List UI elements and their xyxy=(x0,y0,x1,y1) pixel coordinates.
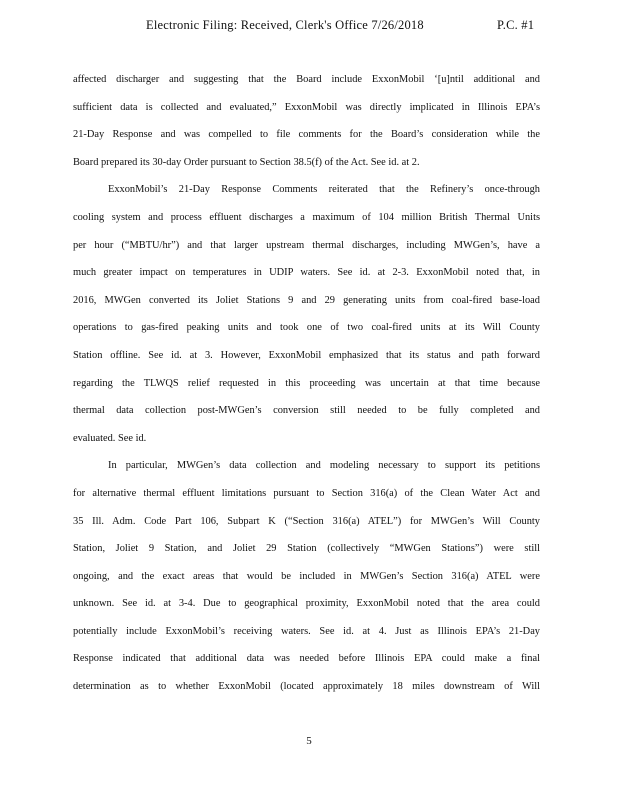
text-line: evaluated. See id. xyxy=(73,432,147,444)
text-line: per hour (“MBTU/hr”) and that larger upstream thermal discharges, including MWGen’s, have a xyxy=(73,239,540,251)
public-comment-number: P.C. #1 xyxy=(497,18,535,32)
text-line: In particular, MWGen’s data collection and modeling necessary to support its petitions xyxy=(108,460,540,472)
text-line: much greater impact on temperatures in UDIP waters. See id. at 2-3. ExxonMobil noted that, in xyxy=(73,267,540,279)
text-line: determination as to whether ExxonMobil (located approximately 18 miles downstream of Will xyxy=(73,681,540,693)
text-line: 21-Day Response and was compelled to file comments for the Board’s consideration while the xyxy=(73,129,540,141)
text-line: ongoing, and the exact areas that would be included in MWGen’s Section 316(a) ATEL were xyxy=(73,570,540,582)
text-line: Response indicated that additional data was needed before Illinois EPA could make a final xyxy=(73,653,540,665)
text-line: operations to gas-fired peaking units and took one of two coal-fired units at its Will County xyxy=(73,322,540,334)
text-line: Station, Joliet 9 Station, and Joliet 29 Station (collectively “MWGen Stations”) were still xyxy=(73,543,540,555)
filing-stamp-text: Electronic Filing: Received, Clerk's Office 7/26/2018 xyxy=(146,18,424,32)
page-number: 5 xyxy=(306,735,312,747)
text-line: ExxonMobil’s 21-Day Response Comments reiterated that the Refinery’s once-through xyxy=(108,184,540,196)
text-line: unknown. See id. at 3-4. Due to geographical proximity, ExxonMobil noted that the area could xyxy=(73,598,540,610)
text-line: for alternative thermal effluent limitations pursuant to Section 316(a) of the Clean Water Act and xyxy=(73,487,540,499)
text-line: Board prepared its 30-day Order pursuant to Section 38.5(f) of the Act. See id. at 2. xyxy=(73,156,420,168)
text-line: potentially include ExxonMobil’s receiving waters. See id. at 4. Just as Illinois EPA’s 21-Day xyxy=(73,625,540,637)
text-line: cooling system and process effluent discharges a maximum of 104 million British Thermal Units xyxy=(73,211,540,223)
text-line: regarding the TLWQS relief requested in this proceeding was uncertain at that time because xyxy=(73,377,540,389)
document-body xyxy=(73,70,540,705)
filing-header xyxy=(0,18,618,38)
text-line: thermal data collection post-MWGen’s conversion still needed to be fully completed and xyxy=(73,405,540,417)
text-line: Station offline. See id. at 3. However, ExxonMobil emphasized that its status and path forward xyxy=(73,349,540,361)
text-line: 2016, MWGen converted its Joliet Stations 9 and 29 generating units from coal-fired base-load xyxy=(73,294,540,306)
text-line: sufficient data is collected and evaluated,” ExxonMobil was directly implicated in Illinois EPA’s xyxy=(73,101,540,113)
text-line: 35 Ill. Adm. Code Part 106, Subpart K (“Section 316(a) ATEL”) for MWGen’s Will County xyxy=(73,515,540,527)
text-line: affected discharger and suggesting that the Board include ExxonMobil ‘[u]ntil additional and xyxy=(73,74,540,85)
